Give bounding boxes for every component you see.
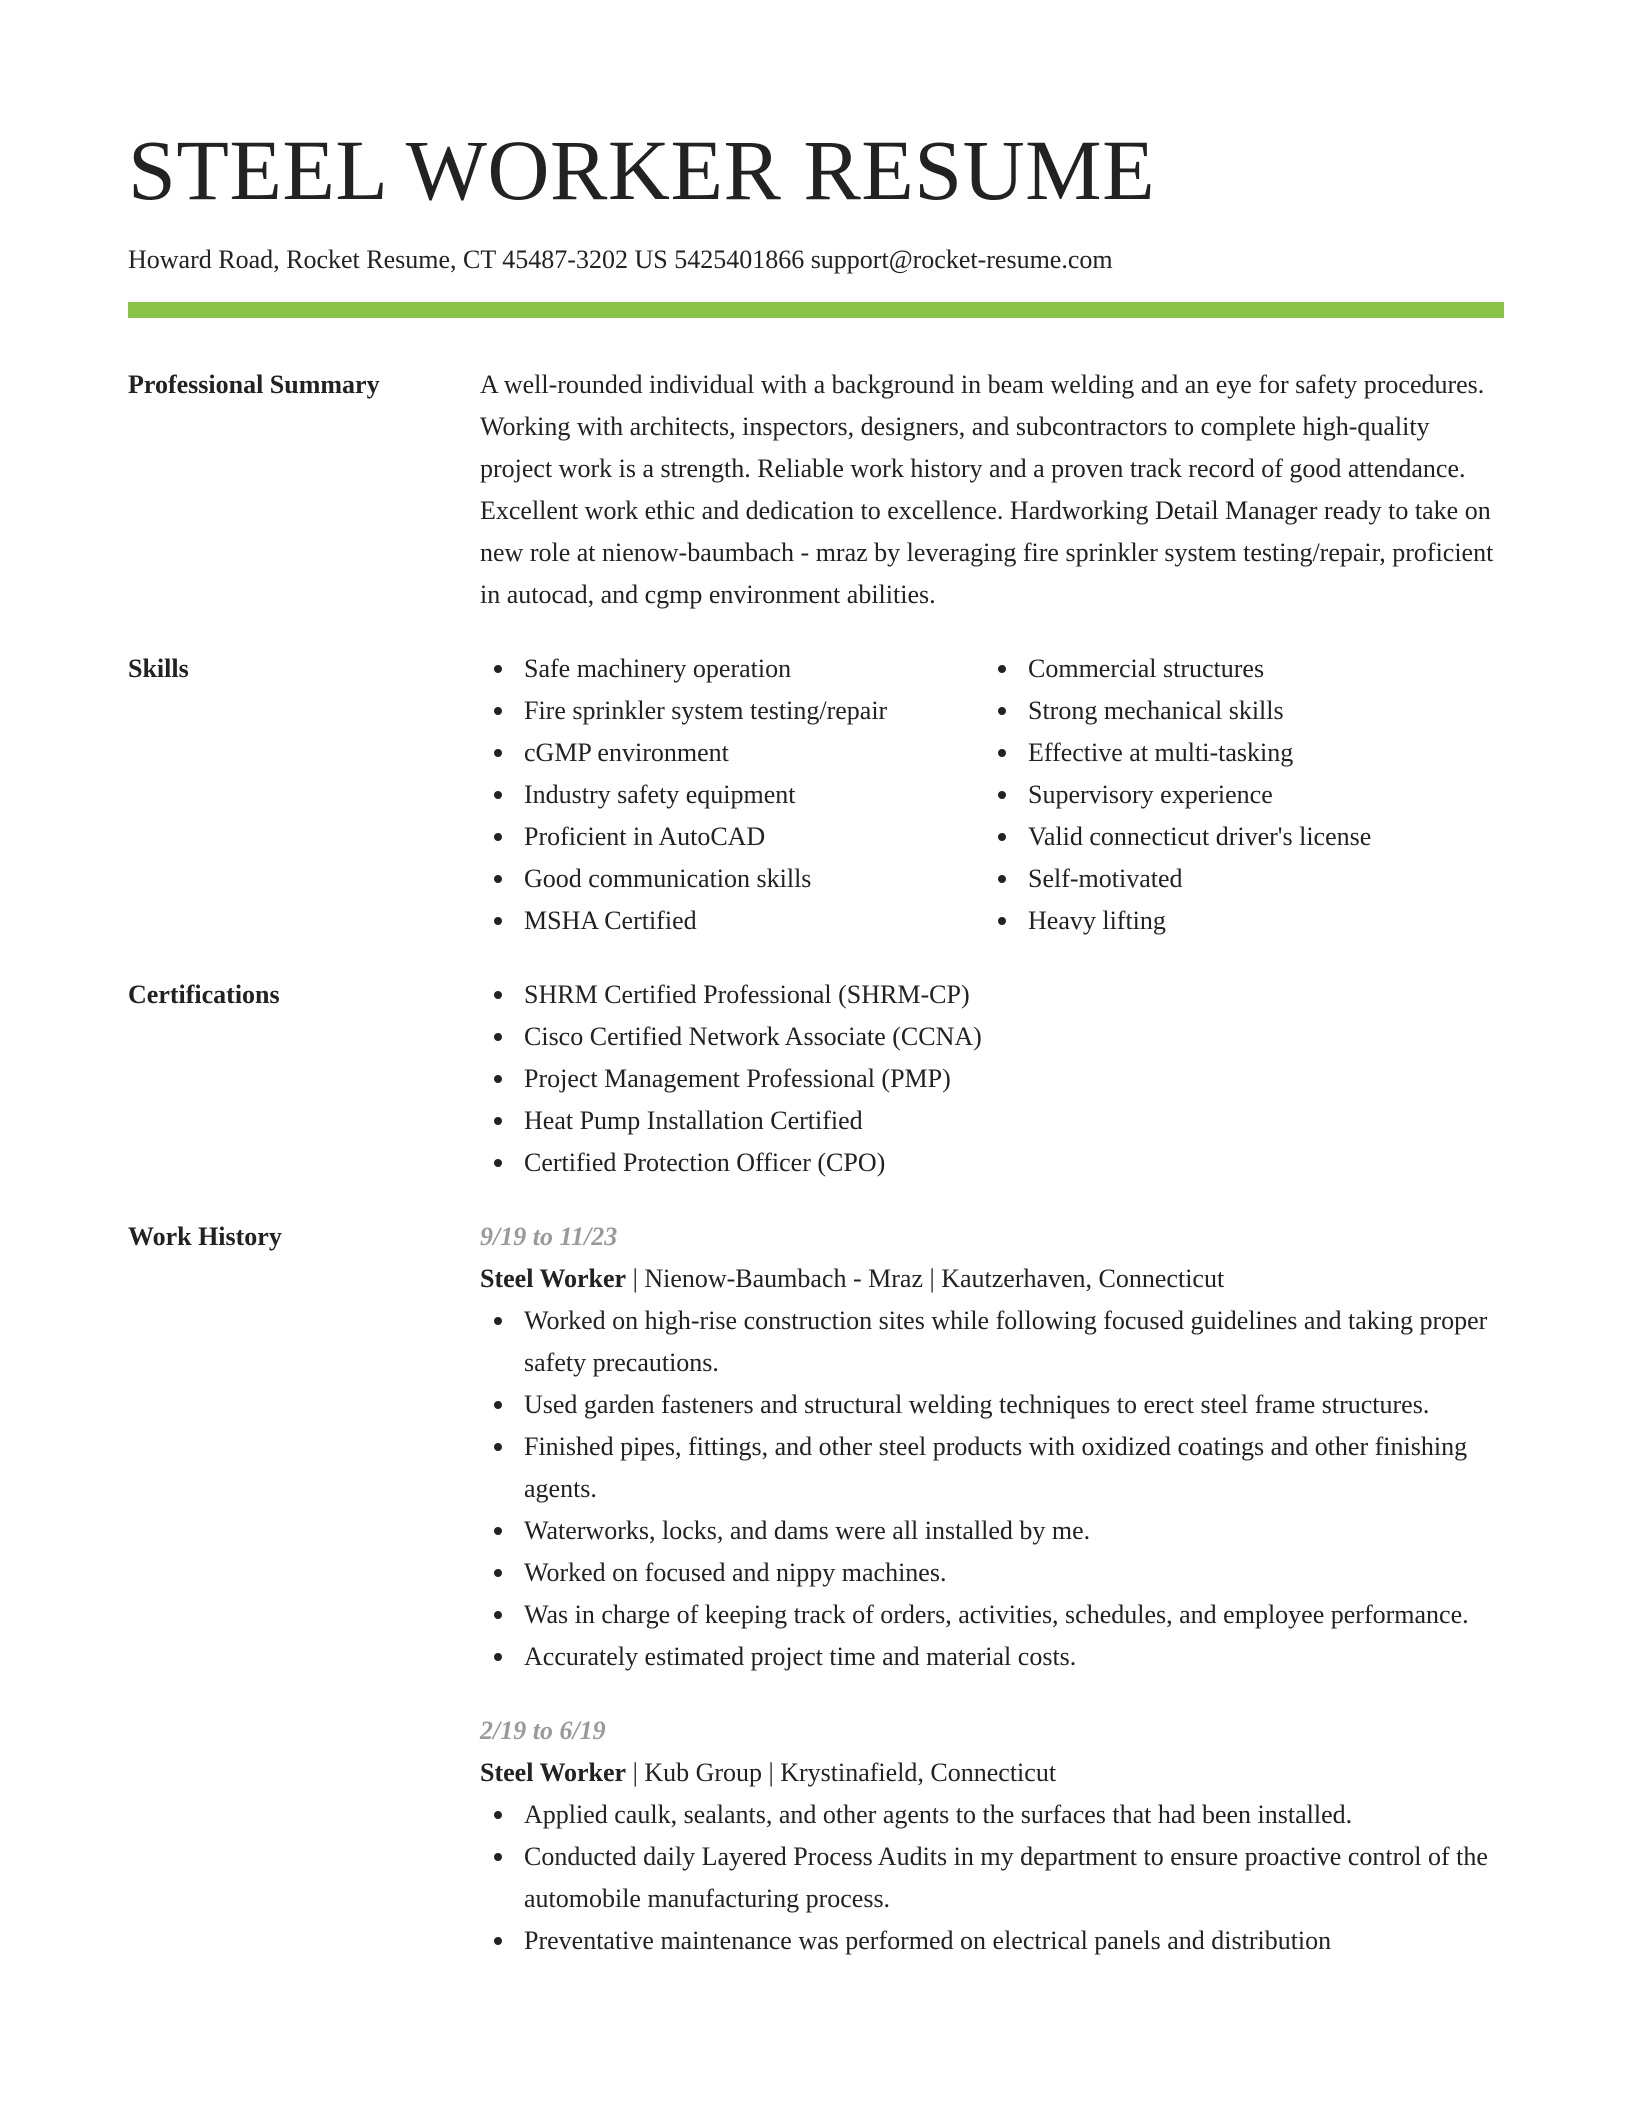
skill-text: Industry safety equipment bbox=[524, 780, 796, 809]
work-history-body bbox=[480, 1216, 1504, 1962]
skill-text: Strong mechanical skills bbox=[1028, 696, 1284, 725]
bullet-icon bbox=[494, 917, 502, 925]
skill-text: Heavy lifting bbox=[1028, 906, 1166, 935]
skills-label: Skills bbox=[128, 654, 189, 683]
certification-text: Certified Protection Officer (CPO) bbox=[524, 1148, 886, 1177]
bullet-icon bbox=[998, 707, 1006, 715]
job-bullet bbox=[480, 1510, 1504, 1552]
bullet-icon bbox=[494, 1159, 502, 1167]
skill-item bbox=[480, 858, 984, 900]
bullet-icon bbox=[494, 1569, 502, 1577]
certifications-label: Certifications bbox=[128, 980, 280, 1009]
job-bullet bbox=[480, 1426, 1504, 1510]
work-history-section bbox=[128, 1216, 1504, 1962]
job-details: | Nienow-Baumbach - Mraz | Kautzerhaven, Connecticut bbox=[626, 1264, 1225, 1293]
job-bullet bbox=[480, 1794, 1504, 1836]
job-header bbox=[480, 1752, 1504, 1794]
skill-text: Self-motivated bbox=[1028, 864, 1183, 893]
bullet-icon bbox=[494, 1317, 502, 1325]
job-bullet-text: Applied caulk, sealants, and other agents to the surfaces that had been installed. bbox=[524, 1800, 1353, 1829]
skill-text: cGMP environment bbox=[524, 738, 729, 767]
job-entry bbox=[480, 1216, 1504, 1678]
bullet-icon bbox=[998, 791, 1006, 799]
skill-text: Safe machinery operation bbox=[524, 654, 792, 683]
skills-grid bbox=[480, 648, 1504, 942]
certification-text: Cisco Certified Network Associate (CCNA) bbox=[524, 1022, 982, 1051]
contact-info: Howard Road, Rocket Resume, CT 45487-3202 US 5425401866 support@rocket-resume.com bbox=[128, 245, 1113, 274]
bullet-icon bbox=[998, 917, 1006, 925]
job-bullet bbox=[480, 1636, 1504, 1678]
certification-text: Project Management Professional (PMP) bbox=[524, 1064, 951, 1093]
job-bullet-text: Accurately estimated project time and material costs. bbox=[524, 1642, 1077, 1671]
bullet-icon bbox=[494, 1075, 502, 1083]
skill-item bbox=[480, 816, 984, 858]
skill-item bbox=[480, 900, 984, 942]
job-header bbox=[480, 1258, 1504, 1300]
job-bullet-list bbox=[480, 1794, 1504, 1962]
resume-title: STEEL WORKER RESUME bbox=[128, 122, 1156, 218]
certification-text: Heat Pump Installation Certified bbox=[524, 1106, 863, 1135]
bullet-icon bbox=[998, 749, 1006, 757]
certification-item bbox=[480, 1016, 1504, 1058]
skill-text: MSHA Certified bbox=[524, 906, 697, 935]
job-bullet bbox=[480, 1920, 1504, 1962]
skill-text: Proficient in AutoCAD bbox=[524, 822, 766, 851]
resume-page bbox=[128, 0, 1504, 1962]
work-history-label: Work History bbox=[128, 1222, 282, 1251]
certifications-list bbox=[480, 974, 1504, 1184]
skill-item bbox=[984, 648, 1504, 690]
skill-item bbox=[480, 648, 984, 690]
job-bullet-text: Waterworks, locks, and dams were all installed by me. bbox=[524, 1516, 1091, 1545]
bullet-icon bbox=[494, 1401, 502, 1409]
skill-item bbox=[480, 732, 984, 774]
skill-text: Commercial structures bbox=[1028, 654, 1265, 683]
skill-item bbox=[480, 690, 984, 732]
bullet-icon bbox=[998, 833, 1006, 841]
skills-column-1 bbox=[480, 648, 984, 942]
job-bullet-text: Used garden fasteners and structural welding techniques to erect steel frame structures. bbox=[524, 1390, 1430, 1419]
bullet-icon bbox=[998, 875, 1006, 883]
bullet-icon bbox=[494, 1611, 502, 1619]
skills-column-2 bbox=[984, 648, 1504, 942]
certifications-section bbox=[128, 974, 1504, 1184]
certification-item bbox=[480, 1100, 1504, 1142]
job-bullet bbox=[480, 1836, 1504, 1920]
summary-label: Professional Summary bbox=[128, 370, 380, 399]
job-bullet bbox=[480, 1300, 1504, 1384]
bullet-icon bbox=[494, 1811, 502, 1819]
job-bullet bbox=[480, 1594, 1504, 1636]
skill-item bbox=[984, 690, 1504, 732]
skill-item bbox=[984, 900, 1504, 942]
bullet-icon bbox=[494, 833, 502, 841]
bullet-icon bbox=[494, 707, 502, 715]
skills-section bbox=[128, 648, 1504, 942]
certifications-body bbox=[480, 974, 1504, 1184]
accent-divider bbox=[128, 302, 1504, 318]
summary-section bbox=[128, 364, 1504, 616]
job-bullet-text: Preventative maintenance was performed on electrical panels and distribution bbox=[524, 1926, 1332, 1955]
bullet-icon bbox=[998, 665, 1006, 673]
job-bullet bbox=[480, 1384, 1504, 1426]
certification-item bbox=[480, 1142, 1504, 1184]
bullet-icon bbox=[494, 1117, 502, 1125]
job-bullet-text: Worked on focused and nippy machines. bbox=[524, 1558, 947, 1587]
job-dates: 2/19 to 6/19 bbox=[480, 1716, 606, 1745]
bullet-icon bbox=[494, 1853, 502, 1861]
job-bullet-text: Conducted daily Layered Process Audits in my department to ensure proactive control of the automobile manufacturing process. bbox=[524, 1842, 1488, 1913]
skill-text: Effective at multi-tasking bbox=[1028, 738, 1294, 767]
bullet-icon bbox=[494, 875, 502, 883]
bullet-icon bbox=[494, 1653, 502, 1661]
job-details: | Kub Group | Krystinafield, Connecticut bbox=[626, 1758, 1057, 1787]
skill-item bbox=[480, 774, 984, 816]
job-role: Steel Worker bbox=[480, 1758, 627, 1787]
bullet-icon bbox=[494, 1937, 502, 1945]
job-bullet bbox=[480, 1552, 1504, 1594]
job-dates: 9/19 to 11/23 bbox=[480, 1222, 618, 1251]
job-entry bbox=[480, 1710, 1504, 1962]
skill-text: Fire sprinkler system testing/repair bbox=[524, 696, 888, 725]
summary-text: A well-rounded individual with a background in beam welding and an eye for safety procedures. Working with architects, inspectors, designers, and subcontractors to complete high-quality project work is a strength. Reliable work history and a proven track record of good attendance. Excellent work ethic and dedication to excellence. Hardworking Detail Manager ready to take on new role at nienow-baumbach - mraz by leveraging fire sprinkler system testing/repair, proficient in autocad, and cgmp environment abilities. bbox=[480, 370, 1494, 609]
bullet-icon bbox=[494, 665, 502, 673]
job-role: Steel Worker bbox=[480, 1264, 627, 1293]
bullet-icon bbox=[494, 1443, 502, 1451]
bullet-icon bbox=[494, 991, 502, 999]
bullet-icon bbox=[494, 791, 502, 799]
skill-text: Good communication skills bbox=[524, 864, 812, 893]
certification-item bbox=[480, 974, 1504, 1016]
skill-item bbox=[984, 774, 1504, 816]
skill-item bbox=[984, 858, 1504, 900]
bullet-icon bbox=[494, 1527, 502, 1535]
job-bullet-text: Finished pipes, fittings, and other steel products with oxidized coatings and other finishing agents. bbox=[524, 1432, 1468, 1503]
bullet-icon bbox=[494, 1033, 502, 1041]
skill-text: Supervisory experience bbox=[1028, 780, 1273, 809]
job-bullet-text: Was in charge of keeping track of orders, activities, schedules, and employee performance. bbox=[524, 1600, 1469, 1629]
job-bullet-text: Worked on high-rise construction sites while following focused guidelines and taking proper safety precautions. bbox=[524, 1306, 1488, 1377]
skill-item bbox=[984, 816, 1504, 858]
certification-text: SHRM Certified Professional (SHRM-CP) bbox=[524, 980, 970, 1009]
bullet-icon bbox=[494, 749, 502, 757]
job-bullet-list bbox=[480, 1300, 1504, 1678]
skill-item bbox=[984, 732, 1504, 774]
certification-item bbox=[480, 1058, 1504, 1100]
skill-text: Valid connecticut driver's license bbox=[1028, 822, 1372, 851]
